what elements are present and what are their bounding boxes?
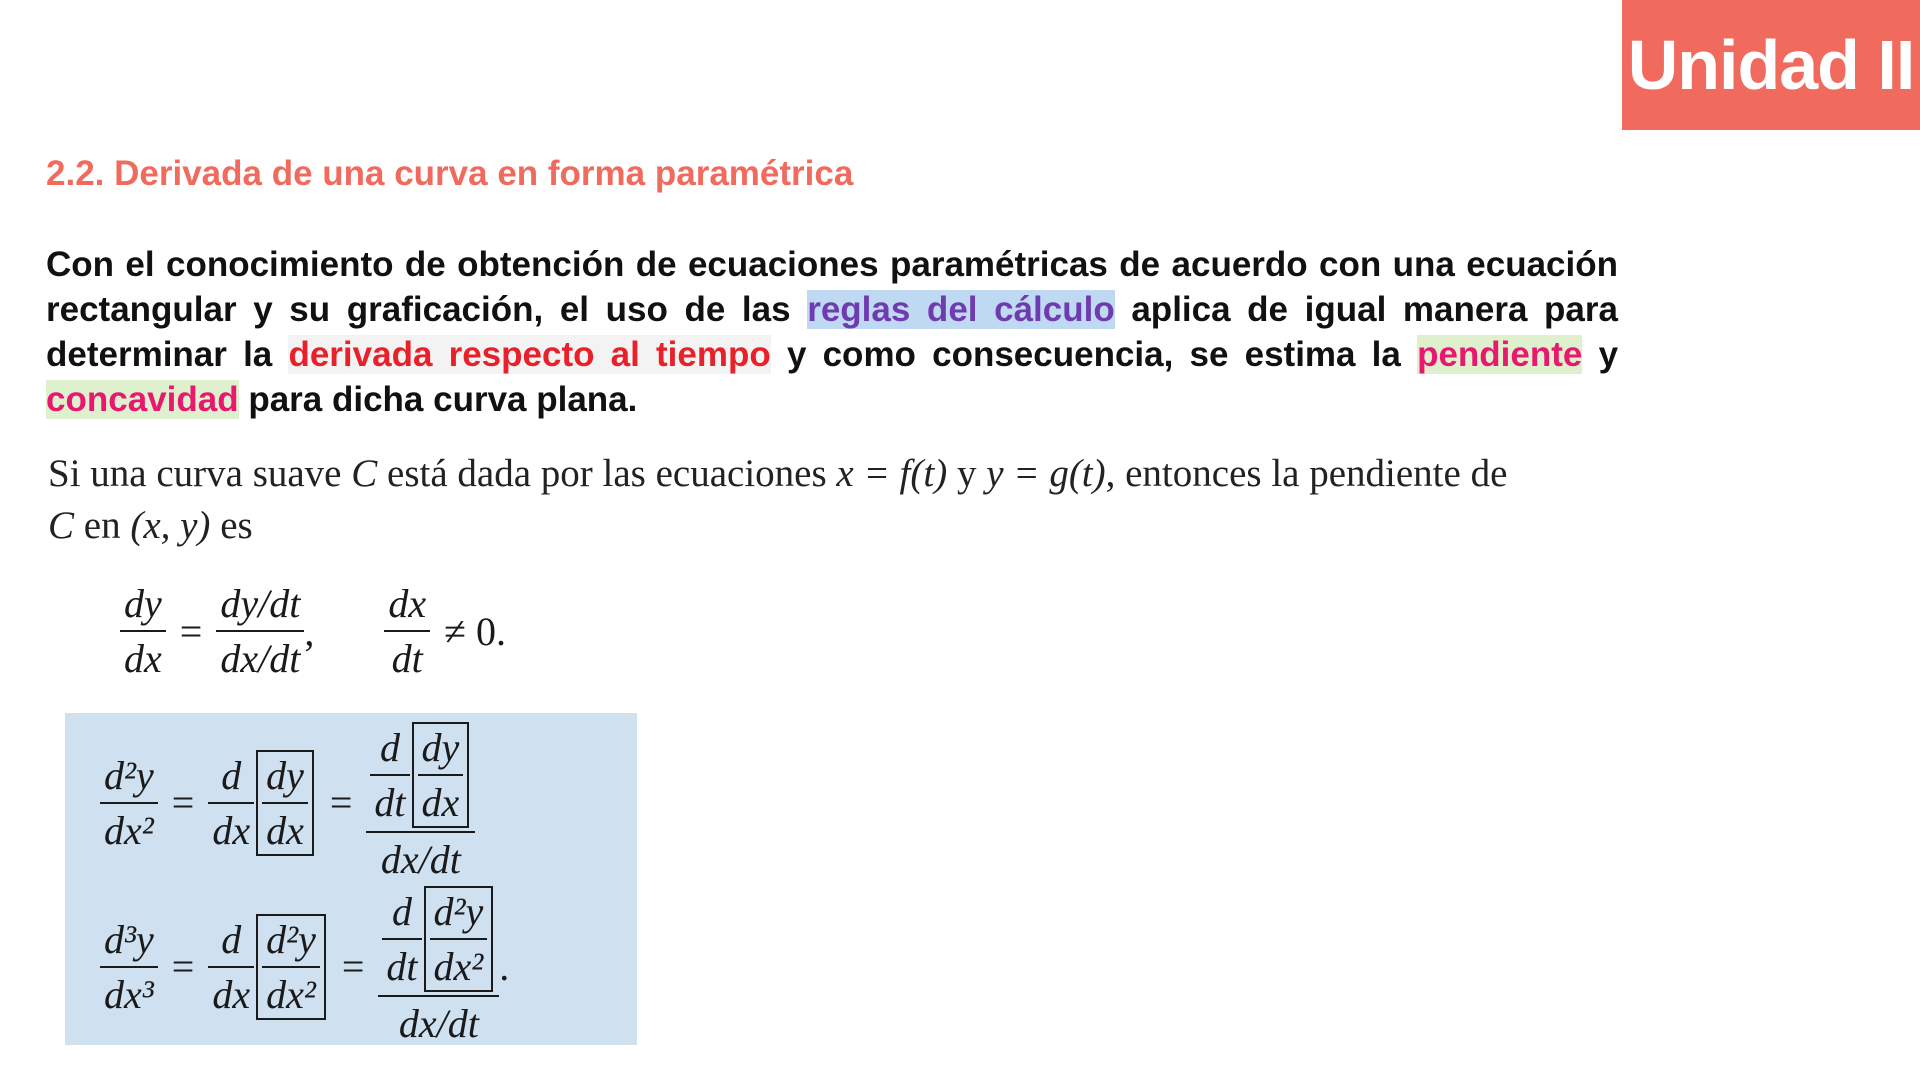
condition-tail: ≠ 0.	[444, 608, 507, 654]
intro-text-1: Con el conocimiento de obtención de ecuaciones paramétricas de acuerdo con una ecuación rectangular y su graficación, el uso de las	[46, 245, 1618, 329]
frac-num: d²y	[433, 889, 484, 934]
highlight-derivada: derivada respecto al tiempo	[288, 335, 771, 374]
frac-num: d	[391, 889, 412, 934]
highlight-concavidad: concavidad	[46, 380, 239, 419]
unit-badge	[1622, 0, 1920, 130]
frac-den: dx/dt	[398, 1001, 479, 1046]
frac-den: dx	[124, 636, 162, 681]
theorem-statement	[48, 448, 1508, 552]
frac-num: d	[221, 916, 242, 962]
frac-dydt-dxdt	[216, 580, 304, 682]
intro-text-3: y como consecuencia, se estima la	[786, 335, 1401, 374]
frac-dy-dx	[120, 580, 166, 682]
second-derivative-formula: $\frac{\text{d²y}}{\text{dx²}}$ = $\frac{d}{dx}$ $\frac{dy}{dx}$ = $\frac{d}{dt}$ $\frac{dy}{dx}$ dx/dt	[100, 722, 475, 883]
point-xy: (x, y)	[130, 504, 211, 547]
frac-den: dx/dt	[380, 837, 461, 882]
frac-num: d	[379, 725, 400, 770]
intro-text-4: y	[1598, 335, 1619, 374]
frac-den: dx	[266, 807, 304, 853]
frac-den: dx²	[433, 944, 484, 989]
theorem-text-6: es	[220, 504, 253, 547]
frac-num: dy/dt	[220, 581, 301, 626]
frac-den: dx	[421, 780, 460, 825]
frac-den: dt	[391, 636, 423, 681]
equation-y: y = g(t)	[986, 452, 1106, 495]
curve-symbol: C	[351, 452, 378, 495]
frac-num: d³y	[104, 916, 154, 962]
theorem-text-4: , entonces la pendiente de	[1105, 452, 1508, 495]
frac-d-dx	[208, 752, 254, 854]
theorem-text-1: Si una curva suave	[48, 452, 342, 495]
frac-chain-rule: $\frac{d}{dt}$ $\frac{dy}{dx}$ dx/dt	[366, 722, 475, 883]
curve-symbol-2: C	[48, 504, 75, 547]
intro-text-5: para dicha curva plana.	[248, 380, 638, 419]
frac-dx-dt	[384, 580, 430, 682]
frac-num: dy	[266, 752, 304, 798]
intro-text-2: aplica de igual manera para determinar la	[46, 290, 1618, 374]
intro-paragraph	[46, 242, 1618, 422]
unit-badge-label: Unidad II	[1627, 26, 1915, 104]
frac-num: d	[221, 752, 242, 798]
bracket-group	[256, 750, 314, 856]
frac-den: dx	[212, 807, 251, 853]
equation-x: x = f(t)	[836, 452, 948, 495]
frac-num: dy	[124, 581, 162, 626]
theorem-text-5: en	[83, 504, 121, 547]
frac-d-dx	[208, 916, 254, 1018]
highlight-reglas: reglas del cálculo	[807, 290, 1115, 329]
frac-num: d²y	[266, 916, 316, 962]
frac-den: dx	[212, 971, 251, 1017]
section-title: 2.2. Derivada de una curva en forma paramétrica	[46, 154, 854, 193]
highlight-pendiente: pendiente	[1417, 335, 1583, 374]
frac-den: dx/dt	[220, 636, 301, 681]
frac-num: dx	[388, 581, 427, 626]
bracket-group	[256, 914, 326, 1020]
first-derivative-formula: $\frac{dy}{dx}$ = $\frac{dy/dt}{dx/dt}$ , $\frac{dx}{dt}$ ≠ 0.	[120, 580, 520, 682]
frac-d3y-dx3	[100, 916, 158, 1018]
frac-num: d²y	[104, 752, 154, 798]
theorem-text-2: está dada por las ecuaciones	[387, 452, 827, 495]
frac-num: dy	[421, 725, 460, 770]
frac-den: dx²	[266, 971, 316, 1017]
frac-den: dx³	[104, 971, 154, 1017]
third-derivative-formula: $\frac{\text{d³y}}{\text{dx³}}$ = $\frac{d}{dx}$ $\frac{\text{d²y}}{\text{dx²}}$ = $\frac{d}{dt}$ $\frac{\text{d²y}}{\text{dx²}}$ dx/dt .	[100, 886, 509, 1047]
frac-d2y-dx2	[100, 752, 158, 854]
formula-end-period: .	[499, 944, 510, 989]
theorem-text-3: y	[956, 452, 977, 495]
frac-den: dx²	[104, 807, 154, 853]
frac-chain-rule: $\frac{d}{dt}$ $\frac{\text{d²y}}{\text{dx²}}$ dx/dt	[378, 886, 499, 1047]
